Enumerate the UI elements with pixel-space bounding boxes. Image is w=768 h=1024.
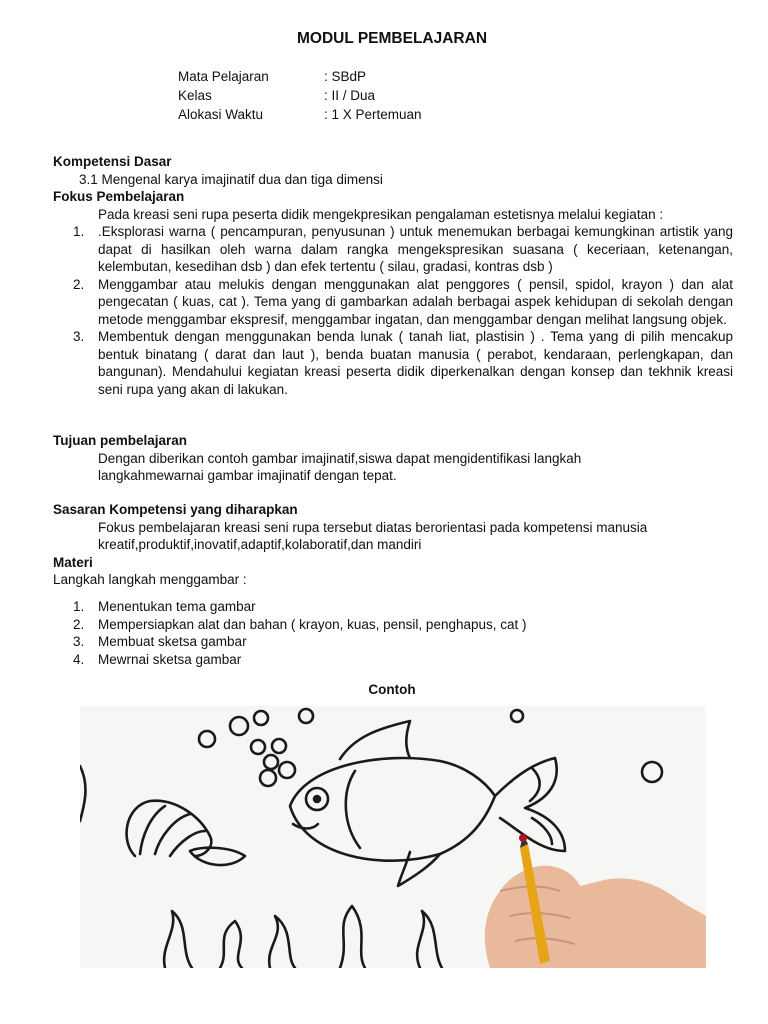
meta-key: Mata Pelajaran (178, 69, 269, 84)
meta-row-subject (178, 68, 422, 87)
meta-info (178, 68, 422, 125)
list-number: 2. (73, 276, 85, 292)
list-number: 1. (73, 224, 85, 239)
tujuan-text: Dengan diberikan contoh gambar imajinatif,siswa dapat mengidentifikasi langkah langkahmewarnai gambar imajinatif dengan tepat. (98, 450, 582, 483)
list-text: Menentukan tema gambar (98, 599, 256, 614)
list-text: Membuat sketsa gambar (98, 634, 247, 649)
sasaran-text: Fokus pembelajaran kreasi seni rupa tersebut diatas berorientasi pada kompetensi manusia kreatif,produktif,inovatif,adaptif,kolaboratif,dan mandiri (98, 519, 648, 552)
tujuan-heading: Tujuan pembelajaran (53, 433, 188, 448)
meta-value: : SBdP (324, 69, 367, 84)
fokus-list (53, 223, 733, 398)
hand-holding-pencil (485, 834, 706, 968)
list-text: Mempersiapkan alat dan bahan ( krayon, kuas, pensil, penghapus, cat ) (98, 616, 527, 632)
list-item (53, 223, 733, 276)
list-number: 3. (73, 329, 85, 344)
section-steps (53, 598, 733, 668)
fish-drawing-illustration (80, 706, 706, 968)
list-number: 2. (73, 616, 85, 632)
list-text: .Eksplorasi warna ( pencampuran, penyusunan ) untuk menemukan berbagai kemungkinan artistik yang dapat di hasilkan oleh warna dalam rangka mengekspresikan suasana ( keceriaan, ketenangan, kelembutan, kesedihan dsb ) dan efek tertentu ( silau, gradasi, kontras dsb ) (98, 224, 733, 274)
list-item (53, 598, 733, 616)
list-item (53, 276, 733, 329)
example-drawing-photo (80, 706, 706, 968)
figure-caption: Contoh (368, 682, 416, 697)
list-number: 4. (73, 651, 85, 667)
fokus-heading: Fokus Pembelajaran (53, 189, 185, 204)
page-title: MODUL PEMBELAJARAN (296, 30, 488, 47)
meta-row-time (178, 106, 422, 125)
meta-row-class (178, 87, 422, 106)
list-number: 3. (73, 634, 85, 649)
fokus-intro: Pada kreasi seni rupa peserta didik mengekpresikan pengalaman estetisnya melalui kegiatan : (98, 206, 664, 222)
kompetensi-item: 3.1 Mengenal karya imajinatif dua dan tiga dimensi (79, 171, 383, 187)
list-item (53, 328, 733, 398)
list-text: Mewrnai sketsa gambar (98, 651, 242, 667)
list-item (53, 651, 733, 669)
section-tujuan (53, 432, 733, 485)
list-item (53, 633, 733, 651)
list-item (53, 616, 733, 634)
kompetensi-heading: Kompetensi Dasar (53, 154, 172, 169)
meta-key: Kelas (178, 88, 212, 103)
sasaran-heading: Sasaran Kompetensi yang diharapkan (53, 502, 298, 517)
materi-heading: Materi (53, 554, 93, 570)
meta-value: : II / Dua (324, 88, 376, 103)
meta-value: : 1 X Pertemuan (324, 107, 422, 122)
materi-intro: Langkah langkah menggambar : (53, 572, 247, 587)
section-kompetensi-fokus (53, 153, 733, 398)
list-number: 1. (73, 599, 85, 614)
list-text: Membentuk dengan menggunakan benda lunak ( tanah liat, plastisin ) . Tema yang di pilih mencakup bentuk binatang ( darat dan laut ), benda buatan manusia ( perabot, kendaraan, perlengkapan, dan bangunan). Mendahului kegiatan kreasi peserta didik diperkenalkan dengan konsep dan tekhnik kreasi seni rupa yang akan di lakukan. (98, 329, 733, 397)
section-sasaran-materi (53, 501, 733, 589)
list-text: Menggambar atau melukis dengan menggunakan alat penggores ( pensil, spidol, krayon ) dan alat pengecatan ( kuas, cat ). Tema yang di gambarkan adalah berbagai aspek kehidupan di sekolah dengan metode menggambar ekspresif, menggambar ingatan, dan menggambar dengan melihat langsung objek. (98, 276, 733, 327)
meta-key: Alokasi Waktu (178, 107, 264, 122)
steps-list (53, 598, 733, 668)
